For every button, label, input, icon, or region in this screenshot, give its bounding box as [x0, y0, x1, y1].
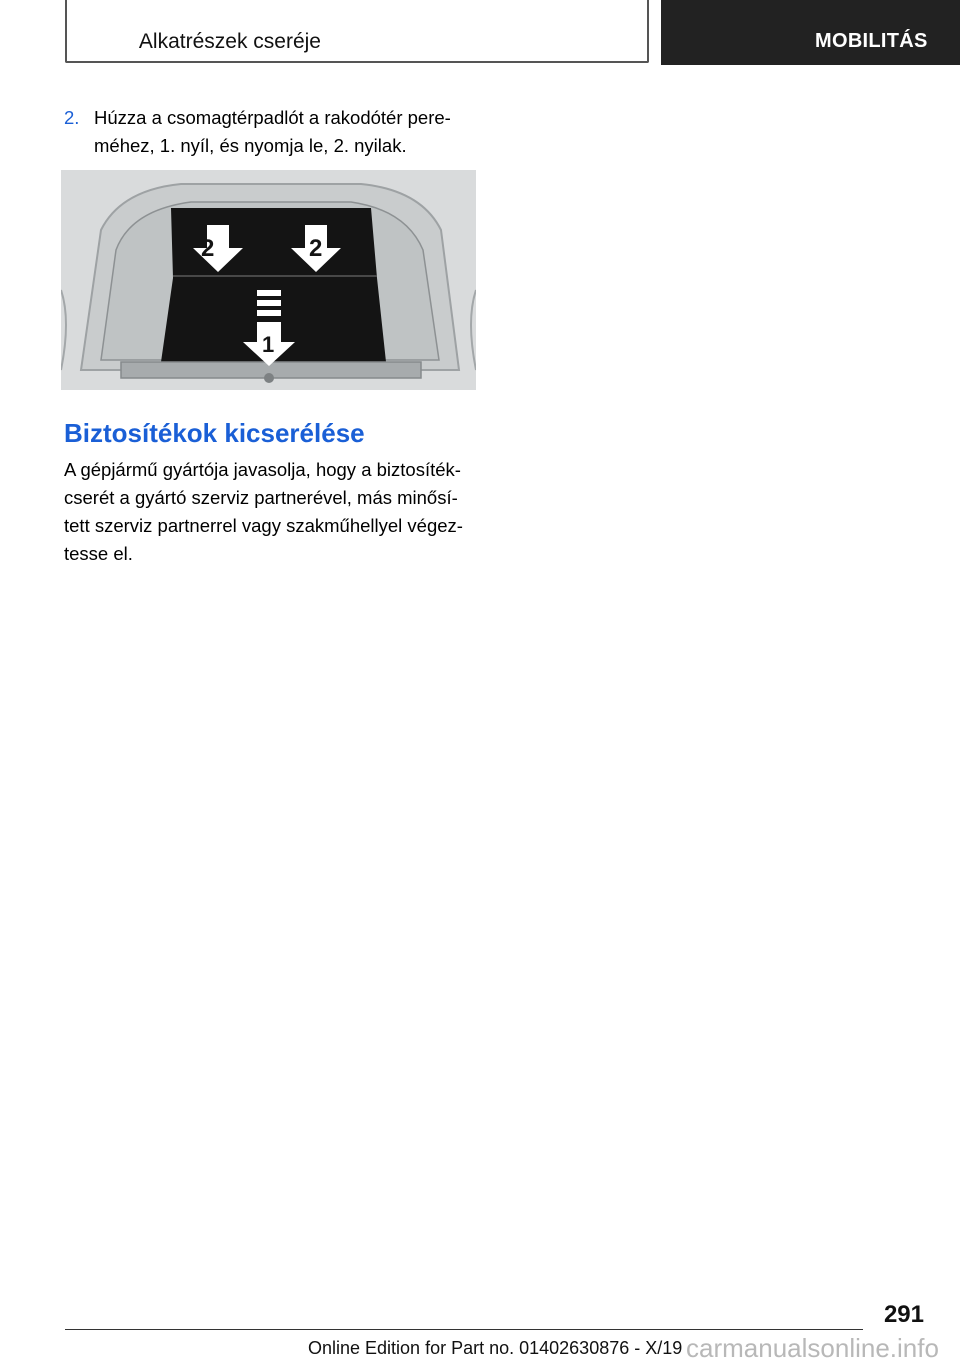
step-text-line: Húzza a csomagtérpadlót a rakodótér pere‐: [94, 107, 451, 128]
header-frame: [65, 0, 649, 63]
section-title: Biztosítékok kicserélése: [64, 418, 365, 448]
paragraph-line: cserét a gyártó szerviz partnerével, más minősí‐: [64, 487, 458, 508]
watermark: carmanualsonline.info: [686, 1333, 939, 1363]
cargo-floor-illustration: [61, 170, 476, 390]
arrow-label-2-left: 2: [201, 235, 215, 262]
step-text: [94, 104, 474, 160]
header-section-title: Alkatrészek cseréje: [138, 30, 321, 53]
edition-info: Online Edition for Part no. 01402630876 - X/19: [308, 1338, 683, 1358]
paragraph-line: tesse el.: [64, 543, 133, 564]
arrow-label-2-right: 2: [309, 235, 323, 262]
paragraph-line: A gépjármű gyártója javasolja, hogy a biztosíték‐: [64, 459, 461, 480]
step-text-line: méhez, 1. nyíl, és nyomja le, 2. nyilak.: [94, 135, 407, 156]
page-number: 291: [883, 1301, 924, 1328]
footer-divider: [65, 1329, 863, 1330]
header-chapter-title: MOBILITÁS: [661, 0, 960, 65]
step-number: 2.: [64, 107, 80, 128]
arrow-label-1: 1: [262, 332, 275, 357]
paragraph-line: tett szerviz partnerrel vagy szakműhellyel végez‐: [64, 515, 463, 536]
section-paragraph: [64, 456, 482, 568]
